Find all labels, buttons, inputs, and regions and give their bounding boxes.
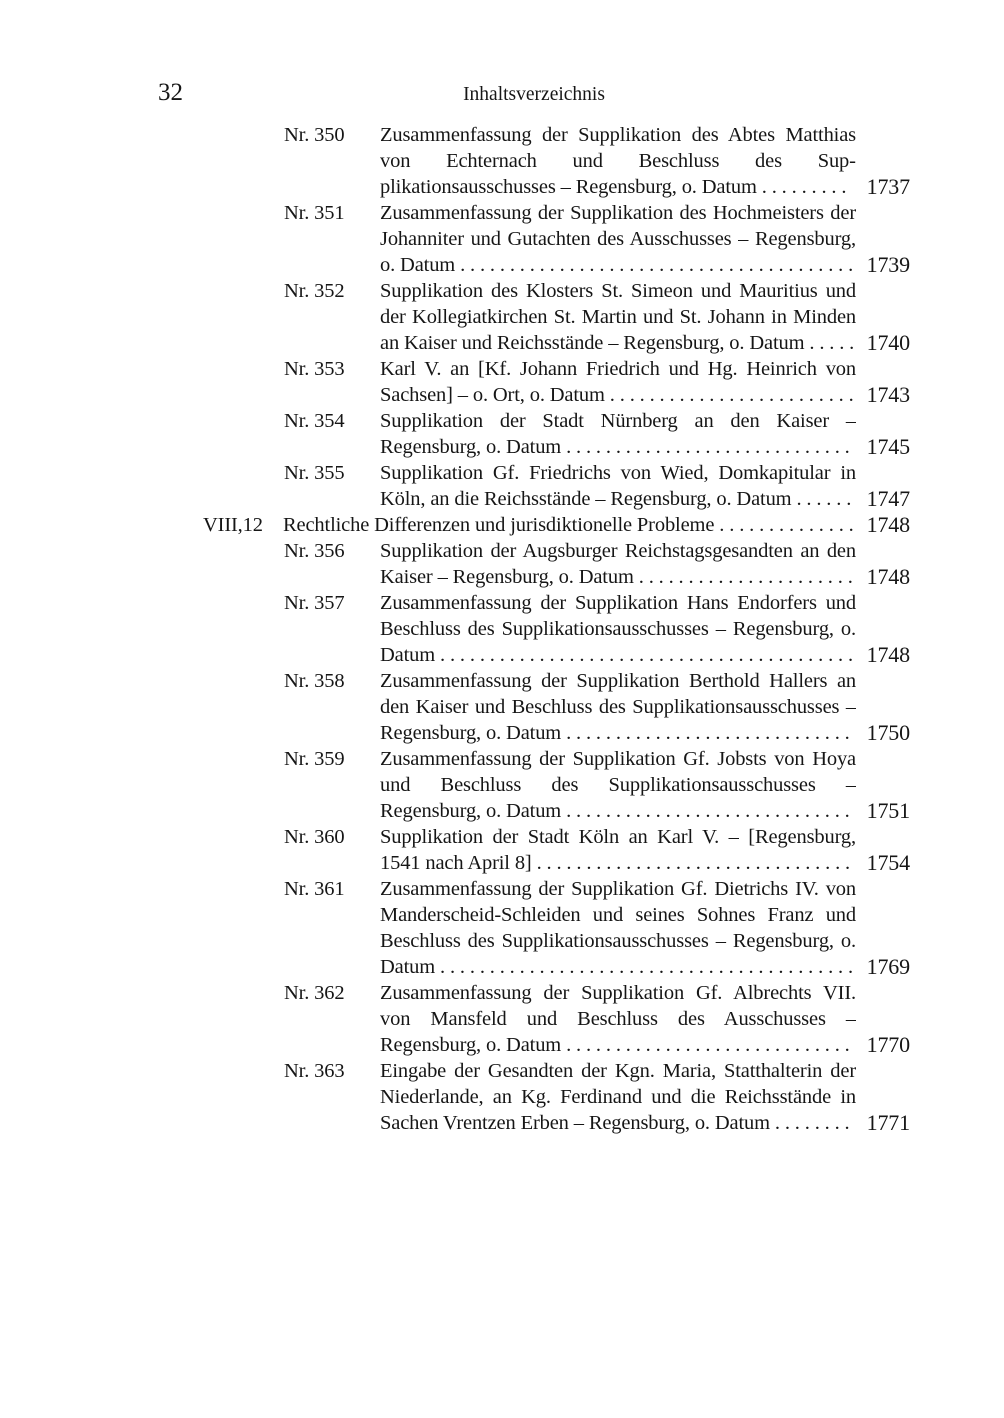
entry-label: Nr. 363 — [284, 1060, 345, 1082]
entry-text-block — [380, 1058, 856, 1136]
entry-text-block — [380, 356, 856, 408]
entry-page-number: 1740 — [866, 330, 910, 355]
entry-text-block — [380, 200, 856, 278]
entry-page-number: 1754 — [866, 850, 910, 875]
entry-text: Supplikation Gf. Friedrichs von Wied, Domkapitular in Köln, an die Reichsstände – Regensburg, o. Datum — [380, 462, 856, 510]
entry-page-number: 1745 — [866, 434, 910, 459]
leader-dots: . . . . . . — [791, 488, 852, 510]
entry-text: Supplikation des Klosters St. Simeon und Mauritius und der Kollegiatkirchen St. Martin und St. Johann in Minden an Kaiser und Reichsstände – Regensburg, o. Datum — [380, 280, 856, 354]
entry-text-block — [380, 538, 856, 590]
leader-dots: . . . . . . . . . . . . . . . . . . . . . . . . . . . . . — [561, 1034, 850, 1056]
entry-text-block — [380, 590, 856, 668]
entry-page-number: 1743 — [866, 382, 910, 407]
toc-entry — [203, 668, 910, 746]
toc-entry — [203, 1058, 910, 1136]
page-number: 32 — [158, 79, 183, 106]
leader-dots: . . . . . . . . . . . . . . . . . . . . . . . . . — [604, 384, 854, 406]
entry-text: Zusammenfassung der Supplikation des Hochmeisters der Johanniter und Gutachten des Ausschusses – Regensburg, o. Datum — [380, 202, 856, 276]
entry-text-block — [380, 824, 856, 876]
entry-text: Eingabe der Gesandten der Kgn. Maria, Statthalterin der Niederlande, an Kg. Ferdinand und die Reichsstände in Sachen Vrentzen Erben – Regensburg, o. Datum — [380, 1060, 856, 1134]
entry-page-number: 1748 — [866, 512, 910, 537]
entry-page-number: 1771 — [866, 1110, 910, 1135]
toc-entry — [203, 122, 910, 200]
leader-dots: . . . . . . . . . . . . . . — [714, 514, 854, 536]
entry-label: Nr. 361 — [284, 878, 345, 900]
entry-text-block — [380, 876, 856, 980]
leader-dots: . . . . . — [804, 332, 855, 354]
entry-text: Rechtliche Differenzen und jurisdiktionelle Probleme — [283, 514, 715, 536]
entry-text: Supplikation der Augsburger Reichstagsgesandten an den Kaiser – Regensburg, o. Datum — [380, 540, 856, 588]
leader-dots: . . . . . . . . . . . . . . . . . . . . . . . . . . . . . . . . . . . . . . . . . . — [435, 644, 853, 666]
entry-label: Nr. 360 — [284, 826, 345, 848]
toc-entry — [203, 200, 910, 278]
toc-entry — [203, 278, 910, 356]
entry-text: Karl V. an [Kf. Johann Friedrich und Hg. Heinrich von Sachsen] – o. Ort, o. Datum — [380, 358, 856, 406]
entry-text-block — [283, 512, 856, 538]
leader-dots: . . . . . . . . . . . . . . . . . . . . . . . . . . . . . — [561, 436, 850, 458]
entry-page-number: 1748 — [866, 642, 910, 667]
toc-list — [203, 122, 910, 1136]
toc-entry — [203, 590, 910, 668]
entry-text-block — [380, 980, 856, 1058]
entry-text-block — [380, 746, 856, 824]
entry-label: Nr. 351 — [284, 202, 345, 224]
entry-label: Nr. 352 — [284, 280, 345, 302]
entry-label: Nr. 358 — [284, 670, 345, 692]
leader-dots: . . . . . . . . . . . . . . . . . . . . . . . . . . . . . . . . . . . . . . . . . . — [435, 956, 853, 978]
entry-page-number: 1747 — [866, 486, 910, 511]
entry-label: Nr. 350 — [284, 124, 345, 146]
entry-text-block — [380, 668, 856, 746]
entry-page-number: 1769 — [866, 954, 910, 979]
toc-entry — [203, 460, 910, 512]
entry-label: Nr. 356 — [284, 540, 345, 562]
toc-entry — [203, 356, 910, 408]
entry-text: Zusammenfassung der Supplikation Berthold Hallers an den Kaiser und Beschluss des Supplikationsausschusses – Regensburg, o. Datum — [380, 670, 856, 744]
entry-text: Zusammenfassung der Supplikation Gf. Dietrichs IV. von Manderscheid-Schleiden und seines Sohnes Franz und Beschluss des Supplikationsausschusses – Regensburg, o. Datum — [380, 878, 856, 978]
entry-page-number: 1751 — [866, 798, 910, 823]
entry-page-number: 1750 — [866, 720, 910, 745]
entry-label: Nr. 354 — [284, 410, 345, 432]
entry-text: Supplikation der Stadt Nürnberg an den Kaiser – Regensburg, o. Datum — [380, 410, 856, 458]
leader-dots: . . . . . . . . . . . . . . . . . . . . . . . . . . . . . . . . — [531, 852, 850, 874]
leader-dots: . . . . . . . . . . . . . . . . . . . . . . . . . . . . . — [561, 722, 850, 744]
entry-text: Supplikation der Stadt Köln an Karl V. – [Regensburg, 1541 nach April 8] — [380, 826, 856, 874]
entry-text: Zusammenfassung der Supplikation Gf. Jobsts von Hoya und Beschluss des Supplikationsausschusses – Regensburg, o. Datum — [380, 748, 856, 822]
toc-entry — [203, 876, 910, 980]
leader-dots: . . . . . . . . . — [756, 176, 847, 198]
entry-label: Nr. 355 — [284, 462, 345, 484]
entry-text: Zusammenfassung der Supplikation Gf. Albrechts VII. von Mansfeld und Beschluss des Ausschusses – Regensburg, o. Datum — [380, 982, 856, 1056]
entry-label: Nr. 362 — [284, 982, 345, 1004]
toc-entry — [203, 408, 910, 460]
entry-label: Nr. 359 — [284, 748, 345, 770]
page-header-row — [158, 79, 910, 108]
leader-dots: . . . . . . . . . . . . . . . . . . . . . . — [633, 566, 853, 588]
entry-label: Nr. 357 — [284, 592, 345, 614]
entry-page-number: 1748 — [866, 564, 910, 589]
entry-page-number: 1739 — [866, 252, 910, 277]
toc-entry — [203, 746, 910, 824]
entry-text: Zusammenfassung der Supplikation des Abtes Matthias von Echternach und Beschluss des Supplikationsausschusses – Regensburg, o. Datum — [380, 124, 856, 198]
leader-dots: . . . . . . . . . . . . . . . . . . . . . . . . . . . . . — [561, 800, 850, 822]
entry-text: Zusammenfassung der Supplikation Hans Endorfers und Beschluss des Supplikationsausschusses – Regensburg, o. Datum — [380, 592, 856, 666]
entry-text-block — [380, 122, 856, 200]
toc-entry — [203, 538, 910, 590]
entry-label: VIII,12 — [203, 514, 263, 536]
entry-text-block — [380, 408, 856, 460]
entry-page-number: 1770 — [866, 1032, 910, 1057]
toc-entry — [203, 512, 910, 538]
entry-page-number: 1737 — [866, 174, 910, 199]
entry-label: Nr. 353 — [284, 358, 345, 380]
toc-entry — [203, 980, 910, 1058]
entry-text-block — [380, 460, 856, 512]
running-header: Inhaltsverzeichnis — [463, 84, 605, 105]
entry-text-block — [380, 278, 856, 356]
leader-dots: . . . . . . . . — [769, 1112, 850, 1134]
leader-dots: . . . . . . . . . . . . . . . . . . . . . . . . . . . . . . . . . . . . . . . . — [455, 254, 854, 276]
toc-entry — [203, 824, 910, 876]
